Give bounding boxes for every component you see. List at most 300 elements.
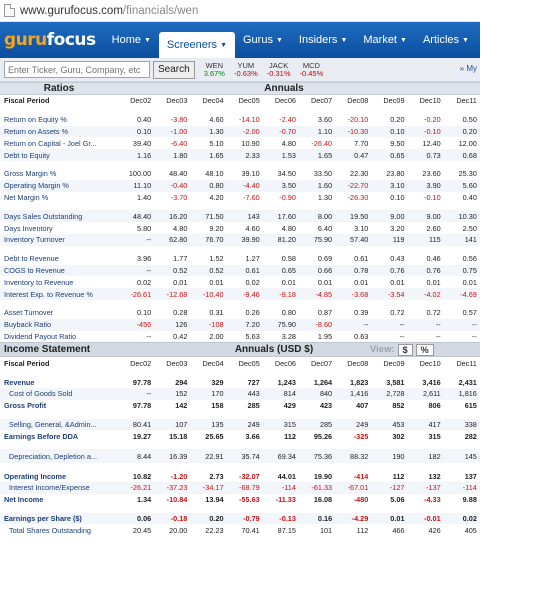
year-header[interactable]: Dec03 [166,96,188,106]
cell-value: 0.75 [462,265,477,275]
table-row [0,253,480,265]
table-row [0,482,480,494]
cell-value: -- [363,320,369,330]
cell-value: 19.27 [132,431,152,441]
cell-value: 19.50 [350,211,369,221]
row-label[interactable]: Debt to Equity [4,150,50,160]
row-label[interactable]: Interest Exp. to Revenue % [4,289,93,299]
page-icon [4,4,15,17]
view-dollar-button[interactable]: $ [398,344,413,356]
ticker-wen[interactable] [204,62,225,78]
cell-value: 0.80 [281,308,296,318]
cell-value: 453 [392,419,405,429]
cell-value: -4.69 [460,289,477,299]
table-row [0,307,480,319]
cell-value: -37.23 [166,483,188,493]
table-row [0,265,480,277]
view-toggle [370,344,434,356]
cell-value: 17.60 [277,211,296,221]
cell-value: 143 [247,211,260,221]
search-button[interactable]: Search [153,61,195,79]
cell-value: -480 [353,495,369,505]
cell-value: 1.53 [281,150,296,160]
cell-value: 405 [464,525,477,535]
cell-value: 20.00 [169,525,188,535]
cell-value: 88.32 [350,451,369,461]
cell-value: 285 [319,419,333,429]
cell-value: -20.10 [347,115,369,125]
cell-value: -4.02 [424,289,441,299]
cell-value: 3,416 [422,377,441,387]
cell-value: -1.20 [170,471,188,481]
cell-value: 0.40 [136,115,152,125]
ticker-mcd[interactable] [300,62,324,78]
ticker-jack[interactable] [267,62,291,78]
cell-value: 34.50 [277,169,296,179]
header-row [0,357,480,369]
cell-value: 426 [428,525,441,535]
cell-value: 1.30 [317,192,333,202]
cell-value: 3.90 [426,181,441,191]
cell-value: -26.40 [311,138,333,148]
cell-value: -0.18 [170,513,188,523]
cell-value: 71.50 [205,211,224,221]
cell-value: 0.01 [426,277,441,287]
table-row [0,319,480,331]
cell-value: 1.95 [317,331,333,341]
year-header[interactable]: Dec11 [456,358,477,368]
cell-value: 12.00 [458,138,477,148]
cell-value: -114 [462,483,477,493]
cell-value: 1,264 [313,377,333,387]
cell-value: -10.40 [202,289,224,299]
cell-value: 4.80 [173,223,188,233]
year-header[interactable]: Dec11 [456,96,477,106]
cell-value: 3.60 [317,115,333,125]
cell-value: -3.70 [170,192,188,202]
cell-value: -0.13 [279,513,296,523]
cell-value: 75.90 [313,235,333,245]
year-header[interactable]: Dec02 [130,96,152,106]
nav-portfolio[interactable] [477,22,543,58]
spacer-row [0,506,480,513]
cell-value: -68.79 [239,483,260,493]
row-label[interactable]: Revenue [4,377,35,387]
cell-value: 48.40 [169,169,188,179]
cell-value: -0.70 [279,126,296,136]
cell-value: 0.01 [390,513,405,523]
cell-value: 0.80 [209,181,224,191]
cell-value: 2,611 [422,389,441,399]
row-label[interactable]: Earnings per Share ($) [4,513,82,523]
cell-value: 9.00 [390,211,405,221]
year-header[interactable]: Dec05 [238,358,260,368]
cell-value: 429 [283,401,296,411]
cell-value: 15.18 [169,431,188,441]
row-label[interactable]: Return on Assets % [4,126,69,136]
cell-value: 12.40 [422,138,441,148]
nav-gurus[interactable] [235,22,291,58]
cell-value: 101 [319,525,333,535]
spacer-row [0,442,480,449]
cell-value: 4.20 [209,192,224,202]
table-row [0,234,480,246]
year-header[interactable]: Dec02 [130,358,152,368]
ticker-yum[interactable] [234,62,258,78]
cell-value: 1.40 [136,192,152,202]
cell-value: -1.00 [170,126,188,136]
cell-value: 9.20 [209,223,224,233]
cell-value: 2,431 [458,377,477,387]
spacer-row [0,203,480,210]
cell-value: -- [435,320,441,330]
cell-value: 23.80 [386,169,405,179]
year-header[interactable]: Dec06 [274,96,296,106]
cell-value: 0.20 [390,115,405,125]
year-header[interactable]: Dec08 [347,358,369,368]
row-label[interactable]: Gross Margin % [4,169,57,179]
cell-value: 0.28 [173,308,188,318]
ticker-change: -0.31% [266,68,291,78]
cell-value: 6.40 [317,223,333,233]
cell-value: 0.01 [462,277,477,287]
cell-value: 57.40 [350,235,369,245]
row-label[interactable]: Operating Income [4,471,67,481]
cell-value: -- [435,331,441,341]
cell-value: -325 [353,431,369,441]
cell-value: -0.40 [170,181,188,191]
row-label[interactable]: Operating Margin % [4,181,69,191]
cell-value: 0.10 [390,126,405,136]
cell-value: 4.80 [281,138,296,148]
cell-value: 0.57 [462,308,477,318]
cell-value: -- [146,265,152,275]
table-row [0,388,480,400]
cell-value: -4.40 [243,181,260,191]
cell-value: 22.30 [350,169,369,179]
cell-value: -- [399,320,405,330]
cell-value: -0.01 [424,513,441,523]
cell-value: 0.02 [245,277,260,287]
cell-value: 70.41 [241,525,260,535]
cell-value: 329 [211,377,224,387]
cell-value: -26.30 [347,192,369,202]
cell-value: 152 [175,389,188,399]
table-row [0,114,480,126]
cell-value: 132 [428,471,441,481]
cell-value: 16.20 [169,211,188,221]
cell-value: 0.01 [173,277,188,287]
row-label[interactable]: Net Margin % [4,192,49,202]
search-input[interactable] [4,61,150,78]
ticker-symbol: YUM [237,60,255,70]
cell-value: 5.06 [390,495,405,505]
cell-value: 0.01 [354,277,369,287]
cell-value: -12.68 [166,289,188,299]
cell-value: 112 [284,431,296,441]
cell-value: 417 [428,419,441,429]
year-header[interactable]: Dec09 [383,96,405,106]
nav-home[interactable] [104,22,159,58]
year-header[interactable]: Dec05 [238,96,260,106]
my-link[interactable]: » My [459,64,477,73]
row-label[interactable]: Depreciation, Depletion a... [9,451,98,461]
cell-value: 0.76 [426,265,441,275]
nav-label: Articles [422,34,459,46]
year-header[interactable]: Dec03 [166,358,188,368]
cell-value: 3.28 [281,331,296,341]
chevron-down-icon: ▼ [400,36,407,44]
cell-value: 249 [356,419,369,429]
chevron-down-icon: ▼ [462,36,469,44]
cell-value: -14.10 [239,115,260,125]
cell-value: -108 [208,320,224,330]
table-row [0,149,480,161]
cell-value: -137 [426,483,441,493]
ratios-period-title: Annuals [264,83,304,94]
cell-value: 158 [211,401,224,411]
cell-value: 25.30 [458,169,477,179]
cell-value: 145 [464,451,477,461]
cell-value: 19.90 [313,471,333,481]
cell-value: 35.74 [241,451,260,461]
nav-label: Insiders [298,34,338,46]
cell-value: 2.33 [245,150,260,160]
nav-label: Screeners [166,39,218,51]
chevron-down-icon: ▼ [143,36,151,44]
table-row [0,126,480,138]
cell-value: 285 [247,401,260,411]
table-row [0,376,480,388]
ticker-symbol: MCD [302,60,320,70]
cell-value: 137 [464,471,477,481]
cell-value: -9.18 [279,289,296,299]
fiscal-period-label: Fiscal Period [4,96,50,106]
row-label[interactable]: Interest Income/Expense [9,483,90,493]
cell-value: 0.61 [245,265,260,275]
cell-value: 0.02 [136,277,152,287]
cell-value: 1,243 [277,377,296,387]
ticker-change: -0.63% [233,68,258,78]
main-nav [0,22,536,58]
spacer-row [0,246,480,253]
year-header[interactable]: Dec10 [419,96,441,106]
nav-articles[interactable] [415,22,477,58]
row-label[interactable]: Return on Equity % [4,115,67,125]
cell-value: 9.50 [390,138,405,148]
cell-value: 97.78 [132,377,152,387]
cell-value: 3.10 [390,181,405,191]
year-header[interactable]: Dec09 [383,358,405,368]
cell-value: 16.39 [169,451,188,461]
year-header[interactable]: Dec10 [419,358,441,368]
cell-value: 3.96 [136,254,152,264]
row-label[interactable]: Asset Turnover [4,308,54,318]
row-label[interactable]: Debt to Revenue [4,254,59,264]
cell-value: -7.60 [243,192,260,202]
cell-value: 0.01 [317,277,333,287]
row-label[interactable]: Inventory Turnover [4,235,65,245]
spacer-row [0,161,480,168]
cell-value: -- [472,320,477,330]
cell-value: 282 [464,431,477,441]
cell-value: 69.34 [277,451,296,461]
cell-value: 81.20 [277,235,296,245]
year-header[interactable]: Dec06 [274,358,296,368]
cell-value: 0.72 [390,308,405,318]
cell-value: 249 [247,419,260,429]
nav-screeners[interactable] [159,32,235,58]
cell-value: 852 [392,401,405,411]
row-label[interactable]: Total Shares Outstanding [9,525,91,535]
cell-value: 3,581 [386,377,405,387]
cell-value: 100.00 [128,169,152,179]
cell-value: -- [472,331,477,341]
row-label[interactable]: Return on Capital - Joel Gr... [4,138,97,148]
cell-value: -3.54 [387,289,405,299]
row-label[interactable]: Earnings Before DDA [4,431,79,441]
row-label[interactable]: Cost of Goods Sold [9,389,73,399]
cell-value: 0.72 [426,308,441,318]
cell-value: 2.60 [426,223,441,233]
cell-value: 170 [211,389,224,399]
year-header[interactable]: Dec04 [202,96,224,106]
cell-value: 1,816 [458,389,477,399]
cell-value: 10.82 [132,471,152,481]
cell-value: 1.34 [136,495,152,505]
chevron-down-icon: ▼ [275,36,283,44]
cell-value: 0.52 [209,265,224,275]
url-domain: www.gurufocus.com [20,4,123,17]
cell-value: -456 [136,320,152,330]
cell-value: 3.50 [281,181,296,191]
cell-value: -22.70 [347,181,369,191]
cell-value: -11.33 [275,495,296,505]
cell-value: 115 [429,235,441,245]
search-row [0,58,480,82]
cell-value: 0.01 [390,277,405,287]
cell-value: 0.69 [317,254,333,264]
nav-label: Home [111,34,141,46]
cell-value: 39.10 [241,169,260,179]
cell-value: 3.66 [245,431,260,441]
ratios-table [0,95,480,342]
table-row [0,430,480,442]
cell-value: 0.50 [462,115,477,125]
view-percent-button[interactable]: % [416,344,434,356]
nav-market[interactable] [355,22,415,58]
cell-value: 1.77 [173,254,188,264]
row-label[interactable]: Net Income [4,495,44,505]
row-label[interactable]: Selling, General, &Admin... [9,419,97,429]
year-header[interactable]: Dec07 [311,358,333,368]
cell-value: 20.45 [132,525,152,535]
cell-value: 11.10 [133,181,152,191]
url-path: /financials/wen [122,4,199,17]
cell-value: 315 [428,431,441,441]
cell-value: -61.33 [311,483,333,493]
cell-value: -0.10 [424,192,441,202]
year-header[interactable]: Dec07 [311,96,333,106]
cell-value: 25.65 [205,431,224,441]
cell-value: 0.10 [136,126,152,136]
year-header[interactable]: Dec04 [202,358,224,368]
ticker-strip [204,62,333,78]
table-row [0,180,480,192]
cell-value: 423 [319,401,333,411]
cell-value: 0.43 [390,254,405,264]
cell-value: 0.20 [209,513,224,523]
cell-value: 3.20 [390,223,405,233]
cell-value: 0.46 [426,254,441,264]
cell-value: 2.73 [209,471,224,481]
cell-value: -32.07 [239,471,260,481]
cell-value: 112 [392,471,405,481]
cell-value: 7.20 [245,320,260,330]
cell-value: 5.63 [245,331,260,341]
nav-insiders[interactable] [291,22,355,58]
cell-value: -- [399,331,405,341]
cell-value: -34.17 [202,483,224,493]
cell-value: 466 [392,525,405,535]
view-label: View: [370,344,395,356]
cell-value: 107 [175,419,188,429]
cell-value: 0.58 [281,254,296,264]
cell-value: 4.60 [245,223,260,233]
cell-value: 2,728 [386,389,405,399]
cell-value: 0.06 [136,513,152,523]
table-row [0,168,480,180]
cell-value: 840 [319,389,333,399]
row-label[interactable]: COGS to Revenue [4,265,65,275]
row-label[interactable]: Buyback Ratio [4,320,52,330]
cell-value: -0.10 [424,126,441,136]
cell-value: 1.16 [136,150,152,160]
table-row [0,419,480,431]
cell-value: 87.15 [277,525,296,535]
cell-value: 1.65 [209,150,224,160]
ticker-change: -0.45% [299,68,324,78]
cell-value: 48.40 [132,211,152,221]
cell-value: 1.80 [173,150,188,160]
cell-value: 5.60 [462,181,477,191]
gurufocus-logo[interactable]: gurufocus [4,30,96,50]
cell-value: 95.26 [313,431,333,441]
cell-value: 119 [392,235,405,245]
row-label[interactable]: Days Sales Outstanding [4,211,83,221]
cell-value: 0.68 [462,150,477,160]
year-header[interactable]: Dec08 [347,96,369,106]
ratios-section-header [0,82,480,95]
row-label[interactable]: Days Inventory [4,223,53,233]
row-label[interactable]: Inventory to Revenue [4,277,74,287]
fiscal-period-label: Fiscal Period [4,358,50,368]
nav-label: Gurus [243,34,273,46]
table-row [0,210,480,222]
row-label[interactable]: Gross Profit [4,401,47,411]
ticker-change: 3.67% [203,68,225,78]
row-label[interactable]: Dividend Payout Ratio [4,331,77,341]
spacer-row [0,369,480,376]
cell-value: 10.30 [458,211,477,221]
cell-value: -9.46 [243,289,260,299]
cell-value: 75.36 [313,451,333,461]
cell-value: 190 [392,451,405,461]
cell-value: 0.16 [317,513,333,523]
cell-value: -2.00 [243,126,260,136]
table-row [0,494,480,506]
address-bar[interactable] [0,0,480,22]
